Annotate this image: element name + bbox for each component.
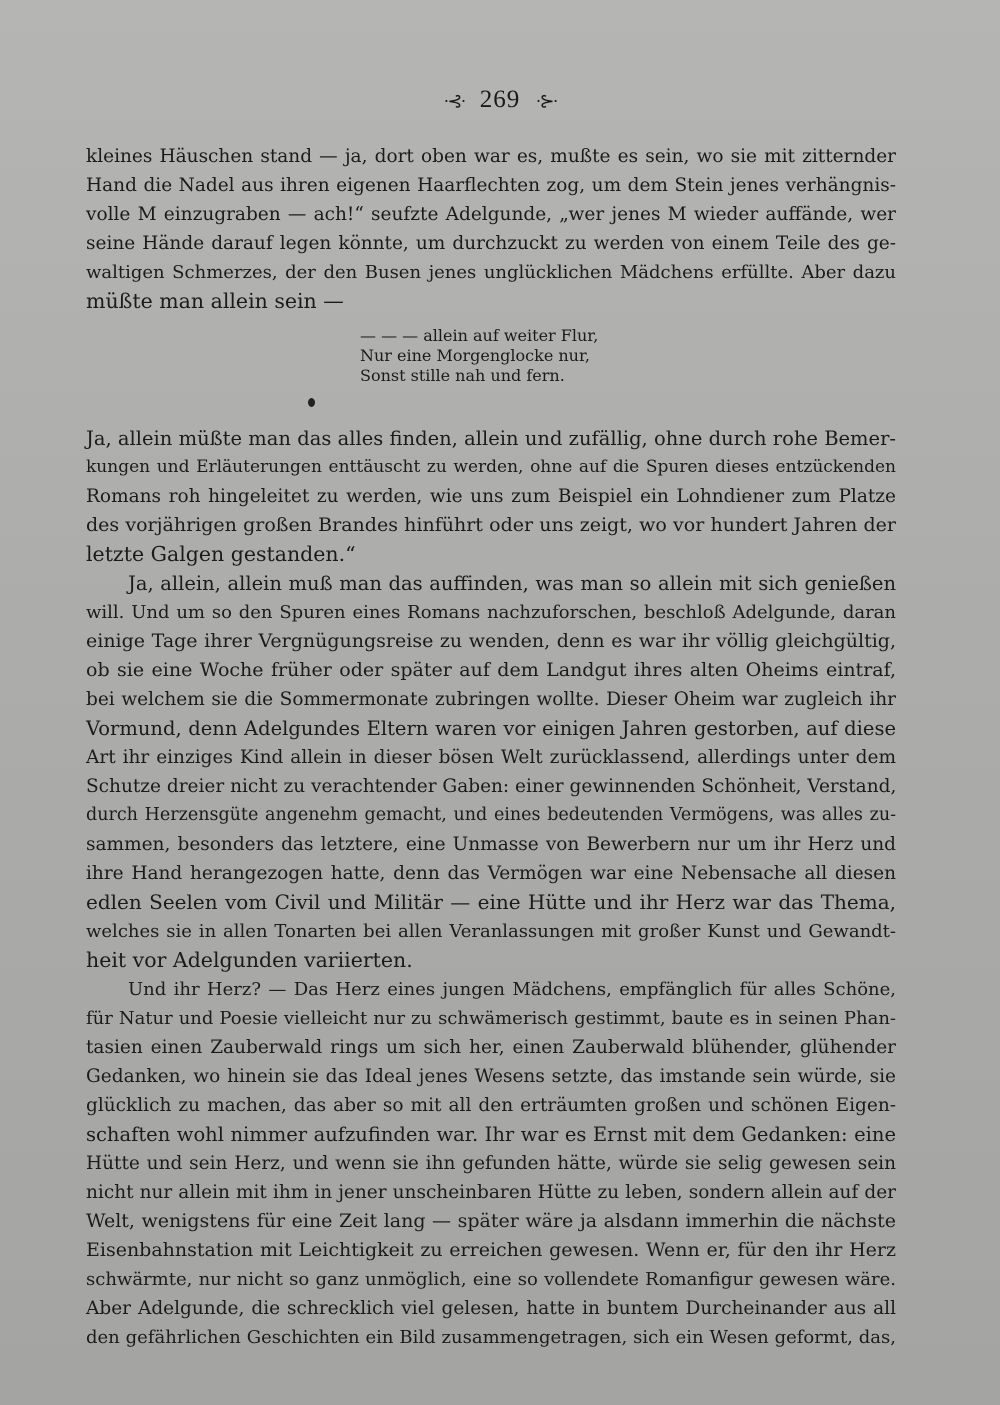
text-line: Gedanken, wo hinein sie das Ideal jenes Wesens setzte, das imstande sein würde, sie — [86, 1066, 896, 1087]
text-line: schaften wohl nimmer aufzufinden war. Ihr war es Ernst mit dem Gedanken: eine — [86, 1123, 896, 1146]
text-line: Ja, allein müßte man das alles finden, allein und zufällig, ohne durch rohe Bemer- — [86, 427, 896, 450]
text-line: für Natur und Poesie vielleicht nur zu schwämerisch gestimmt, baute es in seinen Phan- — [86, 1008, 896, 1029]
text-line: letzte Galgen gestanden.“ — [86, 542, 356, 566]
text-line: schwärmte, nur nicht so ganz unmöglich, eine so vollendete Romanfigur gewesen wäre. — [86, 1269, 896, 1290]
text-line: waltigen Schmerzes, der den Busen jenes unglücklichen Mädchens erfüllte. Aber dazu — [86, 262, 896, 283]
text-line: Hand die Nadel aus ihren eigenen Haarflechten zog, um dem Stein jenes verhängnis- — [86, 175, 896, 196]
text-line: Hütte und sein Herz, und wenn sie ihn gefunden hätte, würde sie selig gewesen sein — [86, 1153, 896, 1174]
text-line: kleines Häuschen stand — ja, dort oben war es, mußte es sein, wo sie mit zitternder — [86, 146, 896, 167]
text-line: ob sie eine Woche früher oder später auf dem Landgut ihres alten Oheims eintraf, — [86, 659, 896, 681]
text-line: Schutze dreier nicht zu verachtender Gaben: einer gewinnenden Schönheit, Verstand, — [86, 776, 897, 797]
text-line: glücklich zu machen, das aber so mit all den erträumten großen und schönen Eigen- — [86, 1095, 896, 1116]
ink-spot — [308, 398, 315, 407]
text-line: nicht nur allein mit ihm in jener unscheinbaren Hütte zu leben, sondern allein auf der — [86, 1182, 896, 1203]
text-line: sammen, besonders das letztere, eine Unmasse von Bewerbern nur um ihr Herz und — [86, 834, 896, 855]
ornament-right-icon: ·⊱· — [535, 91, 557, 111]
ornament-left-icon: ·⊰· — [443, 91, 465, 111]
text-line: ihre Hand herangezogen hatte, denn das Vermögen war eine Nebensache all diesen — [86, 863, 896, 884]
text-line: bei welchem sie die Sommermonate zubringen wollte. Dieser Oheim war zugleich ihr — [86, 689, 896, 710]
text-line: Eisenbahnstation mit Leichtigkeit zu erreichen gewesen. Wenn er, für den ihr Herz — [86, 1239, 896, 1261]
text-line: welches sie in allen Tonarten bei allen Veranlassungen mit großer Kunst und Gewandt- — [86, 921, 896, 942]
text-line: seine Hände darauf legen könnte, um durchzuckt zu werden von einem Teile des ge- — [86, 233, 896, 254]
text-line: Vormund, denn Adelgundes Eltern waren vor einigen Jahren gestorben, auf diese — [86, 717, 896, 740]
text-line: Ja, allein, allein muß man das auffinden, was man so allein mit sich genießen — [128, 572, 896, 595]
text-line: Romans roh hingeleitet zu werden, wie uns zum Beispiel ein Lohndiener zum Platze — [86, 486, 896, 507]
text-line: durch Herzensgüte angenehm gemacht, und eines bedeutenden Vermögens, was alles zu- — [86, 805, 896, 825]
text-line: Welt, wenigstens für eine Zeit lang — später wäre ja alsdann immerhin die nächste — [86, 1210, 896, 1232]
text-line: tasien einen Zauberwald rings um sich her, einen Zauberwald blühender, glühender — [86, 1037, 896, 1058]
text-line: volle M einzugraben — ach!“ seufzte Adelgunde, „wer jenes M wieder auffände, wer — [86, 204, 896, 225]
verse-line: Nur eine Morgenglocke nur, — [360, 346, 590, 365]
text-line: des vorjährigen großen Brandes hinführt oder uns zeigt, wo vor hundert Jahren der — [86, 514, 896, 536]
verse-line: — — — allein auf weiter Flur, — [360, 326, 599, 345]
text-line: kungen und Erläuterungen enttäuscht zu werden, ohne auf die Spuren dieses entzückenden — [86, 457, 896, 477]
text-line: Und ihr Herz? — Das Herz eines jungen Mädchens, empfänglich für alles Schöne, — [128, 979, 896, 1000]
text-line: einige Tage ihrer Vergnügungsreise zu wenden, denn es war ihr völlig gleichgültig, — [86, 630, 896, 652]
text-line: Aber Adelgunde, die schrecklich viel gelesen, hatte in buntem Durcheinander aus all — [86, 1298, 896, 1319]
text-line: den gefährlichen Geschichten ein Bild zusammengetragen, sich ein Wesen geformt, das, — [86, 1327, 896, 1348]
verse-line: Sonst stille nah und fern. — [360, 366, 565, 385]
text-line: edlen Seelen vom Civil und Militär — eine Hütte und ihr Herz war das Thema, — [86, 890, 896, 914]
page-header — [0, 86, 1000, 114]
text-line: will. Und um so den Spuren eines Romans nachzuforschen, beschloß Adelgunde, daran — [86, 602, 896, 623]
text-line: Art ihr einziges Kind allein in dieser bösen Welt zurücklassend, allerdings unter dem — [86, 747, 896, 768]
text-line: heit vor Adelgunden variierten. — [86, 948, 413, 972]
text-line: müßte man allein sein — — [86, 289, 344, 313]
page-number: 269 — [479, 86, 521, 113]
